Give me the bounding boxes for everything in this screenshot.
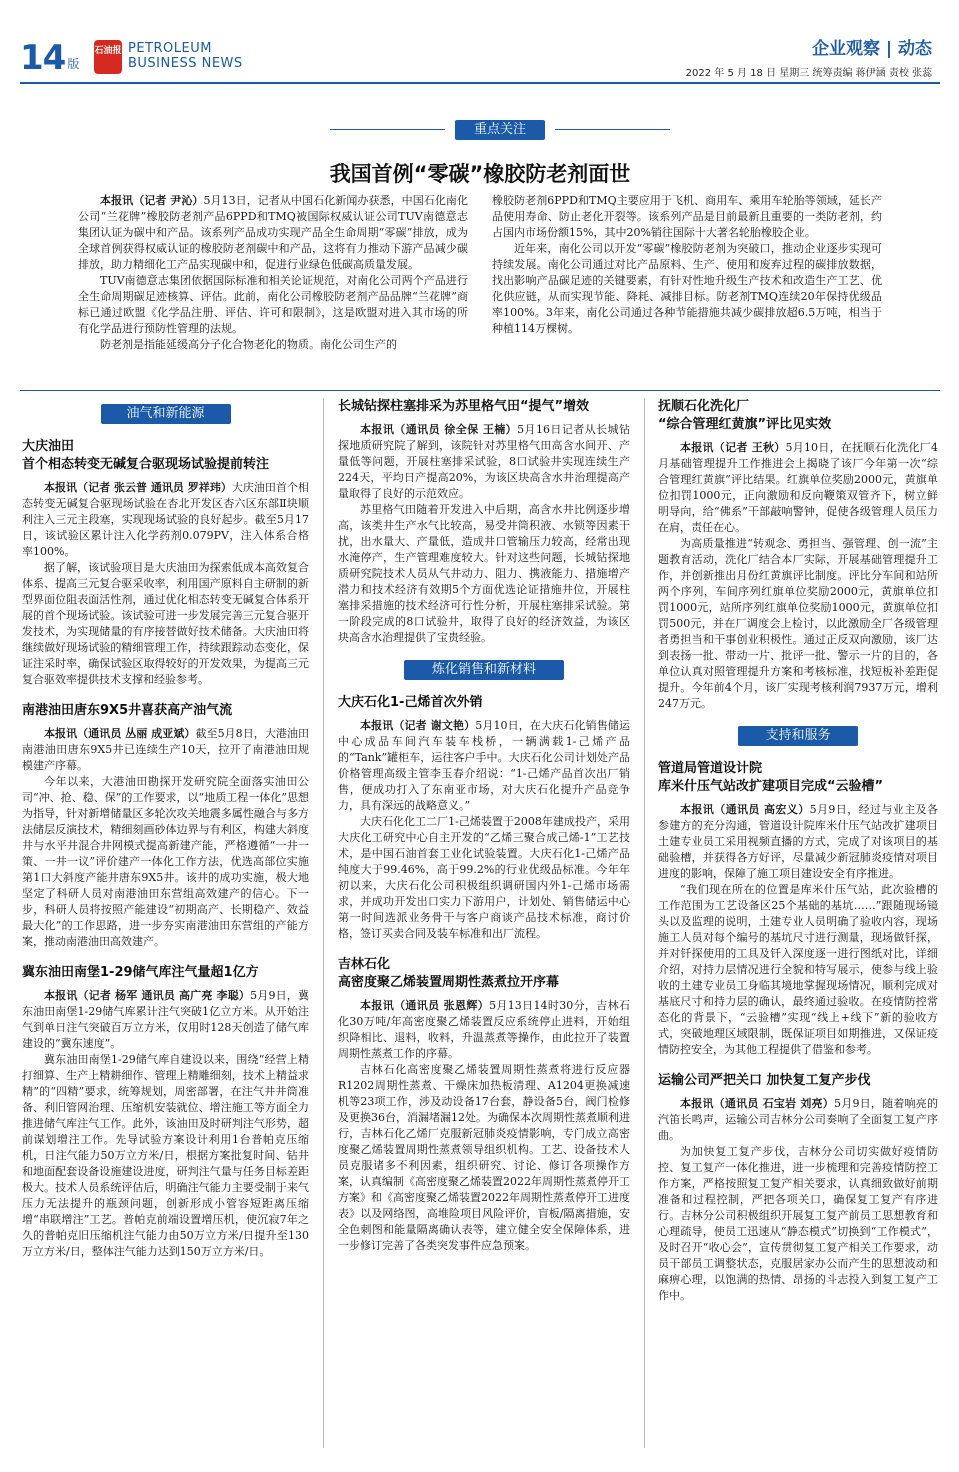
- article-headline: 冀东油田南堡1-29储气库注气量超1亿方: [22, 965, 259, 980]
- paragraph: [658, 802, 938, 882]
- byline: 本报讯（记者 谢文艳）: [360, 719, 476, 732]
- paragraph-text: 5月10日，在大庆石化销售储运中心成品车间汽车装车栈桥，一辆满载1-己烯产品的“Tank”罐柜车，运往客户手中。大庆石化公司计划处产品价格管理高级主管李玉春介绍说：“1-己烯产品首次出厂销售，便成功打入了东南亚市场，对大庆石化提升产品竞争力，具有深远的战略意义。”: [338, 719, 630, 812]
- article: [658, 760, 938, 1058]
- focus-tag-line-right: [555, 129, 670, 130]
- article: [658, 398, 938, 712]
- article-headline: 高密度聚乙烯装置周期性蒸煮拉开序幕: [338, 975, 560, 990]
- lead-headline: 我国首例“零碳”橡胶防老剂面世: [329, 162, 631, 186]
- focus-tag-line-left: [330, 129, 445, 130]
- oil-gas-articles: [22, 438, 309, 1260]
- paragraph: [658, 440, 938, 536]
- paragraph: [22, 480, 309, 560]
- paragraph-text: 防老剂是指能延缓高分子化合物老化的物质。南化公司生产的: [100, 338, 397, 351]
- paragraph-text: 今年以来，大港油田勘探开发研究院全面落实油田公司“冲、抢、稳、保”的工作要求，以“地质工程一体化”思想为指导，针对新增储量区多轮次攻关地震多属性融合与多方法储层反演技术，精细刻画砂体边界与有利区，构建大斜度井与水平井混合井网模式提高新建产能，严格遵循“一井一策、一井一议”评价建产一体化工作方法，优选高部位实施第1口大斜度产能井唐东9X5井。该井的成功实施，极大地坚定了科研人员对南港油田东营组高效建产的信心。下一步，科研人员将按照产能建设“初期高产、长期稳产、效益最大化”的工作思路，进一步夯实南港油田东营组的产能方案，推动南港油田高效建产。: [22, 775, 309, 948]
- column-rule-1: [323, 398, 324, 1448]
- article-headline: 南港油田唐东9X5井喜获高产油气流: [22, 703, 233, 718]
- paragraph: [22, 988, 309, 1052]
- article-org: 抚顺石化洗化厂: [658, 399, 750, 414]
- paragraph-text: 大庆油田首个相态转变无碱复合驱现场试验在杏北开发区杏六区东部Ⅱ块顺利注入三元主段塞，实现现场试验的良好起步。截至5月17日，该试验区累计注入化学药剂0.079PV，注入体系合格率100%。: [22, 481, 309, 558]
- paragraph-text: 为加快复工复产步伐，吉林分公司切实做好疫情防控、复工复产一体化推进，进一步梳理和完善疫情防控工作方案，严格按照复工复产相关要求，认真细致做好前期准备和过程控制，严把各项关口，确保复工复产有序进行。吉林分公司积极组织开展复工复产前员工思想教育和心理疏导，使员工迅速从“静态模式”切换到“工作模式”，及时召开“收心会”，宣传贯彻复工复产相关工作要求，动员干部员工调整状态，克服居家办公而产生的思想波动和麻痹心理，以饱满的热情、昂扬的斗志投入到复工复产工作中。: [658, 1145, 938, 1302]
- byline: 本报讯（通讯员 徐全保 王楠）: [360, 423, 518, 436]
- newspaper-logo: 石油报: [94, 40, 122, 74]
- paragraph-text: 5月13日，记者从中国石化新闻办获悉，中国石化南化公司“兰花牌”橡胶防老剂产品6PPD和TMQ被国际权威认证公司TUV南德意志集团认证为碳中和产品。该系列产品成功实现产品全生命周期“零碳”排放，成为全球首例获得权威认证的橡胶防老剂碳中和产品，这将有力推动下游产品减少碳排放，助力精细化工产品实现碳中和，促进行业绿色低碳高质量发展。: [78, 194, 468, 271]
- lead-column-left: [78, 193, 468, 353]
- paragraph: [78, 273, 468, 337]
- article-org: 管道局管道设计院: [658, 761, 763, 776]
- article: [22, 438, 309, 688]
- pub-name-line2: BUSINESS NEWS: [128, 56, 243, 71]
- paragraph: [338, 422, 630, 502]
- paragraph-text: 5月9日，冀东油田南堡1-29储气库累计注气突破1亿立方米。从开始注气到单日注气突破百万立方米，仅用时128天创造了储气库建设的“冀东速度”。: [22, 989, 309, 1050]
- paragraph-text: 5月13日14时30分，吉林石化30万吨/年高密度聚乙烯装置反应系统停止进料，开始组织降相比、退料，收料，升温蒸煮等操作，由此拉开了装置周期性蒸煮工作的序幕。: [338, 999, 630, 1060]
- article-headline: 库米什压气站改扩建项目完成“云验槽”: [658, 779, 884, 794]
- column-support: [658, 398, 938, 1318]
- paragraph-text: 据了解，该试验项目是大庆油田为探索低成本高效复合体系、提高三元复合驱采收率，利用国产原料自主研制的新型界面位阻表面活性剂，通过优化相态转变无碱复合体系开展的首个现场试验。该试验可进一步发展完善三元复合驱开发技术，为实现储量的有序接替做好技术储备。大庆油田将继续做好现场试验的精细管理工作，持续跟踪动态变化，保证注采时率，确保试验区取得较好的开发效果，为提高三元复合驱效率提供技术支撑和经验参考。: [22, 561, 309, 686]
- article: [338, 956, 630, 1254]
- paragraph-text: TUV南德意志集团依据国际标准和相关论证规范，对南化公司两个产品进行全生命周期碳足迹核算、评估。此前，南化公司橡胶防老剂产品品牌“兰花牌”商标已通过欧盟《化学品注册、评估、许可和限制》，这是欧盟对进入其市场的所有化学品进行预防性管理的法规。: [78, 274, 468, 335]
- paragraph-text: 截至5月8日，大港油田南港油田唐东9X5井已连续生产10天，拉开了南港油田规模建产序幕。: [22, 727, 309, 772]
- byline: 本报讯（通讯员 石宝岩 刘亮）: [680, 1097, 834, 1110]
- paragraph: [78, 193, 468, 273]
- article-headline: “综合管理红黄旗”评比见实效: [658, 417, 832, 432]
- paragraph: [338, 718, 630, 814]
- article-headline: 大庆石化1-己烯首次外销: [338, 695, 483, 710]
- column-refining: [338, 398, 630, 1268]
- byline: 本报讯（通讯员 张恩辉）: [360, 999, 490, 1012]
- paragraph-text: 近年来，南化公司以开发“零碳”橡胶防老剂为突破口，推动企业逐步实现可持续发展。南化公司通过对比产品原料、生产、使用和废弃过程的碳排放数据，找出影响产品碳足迹的关键要素，有针对性地升级生产技术和改造生产工艺、优化供应链，从而实现节能、降耗、减排目标。防老剂TMQ连续20年保持优级品率100%。3年来，南化公司通过各种节能措施共减少碳排放超6.5万吨，相当于种植114万棵树。: [492, 242, 882, 335]
- paragraph-text: 苏里格气田随着开发进入中后期，高含水井比例逐步增高，该类井生产水气比较高，易受井筒积液、水锁等因素干扰，出水量大、产量低，造成井口管输压力较高，经常出现水淹停产，生产管理难度较大。针对这些问题，长城钻探地质研究院技术人员从气井动力、阻力、携液能力、措施增产潜力和技术经济有效期5个方面优选论证措施井位，开展柱塞排采措施的技术经济可行性分析，开展柱塞排采试验。第一阶段完成的8口试验井，取得了良好的经济效益，为该区块高含水治理提供了宝贵经验。: [338, 503, 630, 644]
- paragraph: [338, 814, 630, 942]
- dateline: 2022 年 5 月 18 日 星期三 统筹责编 蒋伊涵 责校 张蕊: [685, 68, 932, 79]
- page-suffix: 版: [67, 57, 80, 71]
- paragraph: [22, 726, 309, 774]
- section-title: 企业观察 | 动态: [811, 39, 932, 59]
- refining-articles: [338, 694, 630, 1254]
- byline: 本报讯（记者 杨军 通讯员 高广亮 李聪）: [44, 989, 251, 1002]
- paragraph: [22, 1052, 309, 1260]
- paragraph-text: 冀东油田南堡1-29储气库自建设以来，围绕“经营上精打细算、生产上精耕细作、管理上精雕细刻，技术上精益求精”的“四精”要求，统筹规划，周密部署，在注气井井筒准备、利旧管网治理、压缩机安装就位、增注施工等方面全力推进储气库注气工作。此外，该油田及时研判注气形势，超前谋划增注工作。先导试验方案设计利用1台普帕克压缩机，日注气能力50万立方米/日，根据方案批复时间、钻井和地面配套设备设施建设进度，研判注气量与任务目标差距极大。技术人员系统评估后，明确注气能力主要受制于来气压力无法提升的瓶颈问题，创新形成小管容短距离压缩增“串联增注”工艺。普帕克前端设置增压机，使沉寂7年之久的普帕克旧压缩机注气能力由50万立方米/日提升至130万立方米/日，整体注气能力达到150万立方米/日。: [22, 1053, 309, 1258]
- support-articles-top: [658, 398, 938, 712]
- byline: 本报讯（通讯员 高宏义）: [680, 803, 810, 816]
- refining-tag: 炼化销售和新材料: [404, 660, 564, 680]
- paragraph-text: “我们现在所在的位置是库米什压气站，此次验槽的工作范围为工艺设备区25个基础的基坑……”跟随现场镜头以及监理的说明，土建专业人员明确了验收内容，现场施工人员对每个编号的基坑尺寸进行测量，现场做钎探，并对钎探使用的工具及钎入深度逐一进行图纸对比，详细介绍，对持力层情况进行全貌和特写展示，使参与线上验收的土建专业员工身临其境地掌握现场情况，顺利完成对基底尺寸和持力层的确认，最终通过验收。在疫情防控常态化的背景下，“云验槽”实现“线上+线下”新的验收方式，突破地理区域限制，既保证项目如期推进，又保证疫情防控安全，为其他工程提供了借鉴和参考。: [658, 883, 938, 1056]
- paragraph: [492, 241, 882, 337]
- paragraph: [338, 1062, 630, 1254]
- paragraph: [492, 193, 882, 241]
- page-number-box: [20, 36, 79, 76]
- paragraph: [78, 337, 468, 353]
- byline: 本报讯（记者 尹沁）: [100, 194, 204, 207]
- article-headline: 运输公司严把关口 加快复工复产步伐: [658, 1073, 871, 1088]
- paragraph-text: 5月16日记者从长城钻探地质研究院了解到，该院针对苏里格气田高含水间开、产量低等问题，开展柱塞排采试验，8口试验井实现连续生产224天，平均日产提高20%，为该区块高含水井治理提高产量取得了良好的示范效应。: [338, 423, 630, 500]
- masthead: [20, 30, 940, 80]
- byline: 本报讯（通讯员 丛丽 成亚斌）: [44, 727, 196, 740]
- paragraph-text: 橡胶防老剂6PPD和TMQ主要应用于飞机、商用车、乘用车轮胎等领域，延长产品使用寿命、防止老化开裂等。该系列产品是目前最新且重要的一类防老剂，约占国内市场份额15%，其中20%销往国际十大著名轮胎橡胶企业。: [492, 194, 882, 239]
- byline: 本报讯（记者 王秋）: [680, 441, 786, 454]
- paragraph-text: 大庆石化化工二厂1-己烯装置于2008年建成投产，采用大庆化工研究中心自主开发的“乙烯三聚合成己烯-1”工艺技术，是中国石油首套工业化试验装置。大庆石化1-己烯产品纯度大于99.46%，高于99.2%的行业优级品标准。今年年初以来，大庆石化公司积极组织调研国内外1-己烯市场需求，并成功开发出口实力下游用户，计划处、销售储运中心第一时间选派业务骨干与客户商谈产品技术标准，商讨价格，签订买卖合同及装车标准和出厂流程。: [338, 815, 630, 940]
- focus-tag: 重点关注: [455, 120, 545, 140]
- paragraph: [338, 998, 630, 1062]
- paragraph: [658, 1144, 938, 1304]
- publication-name: [128, 41, 243, 71]
- article: [338, 398, 630, 646]
- lead-column-right: [492, 193, 882, 337]
- masthead-rule: [20, 82, 940, 84]
- byline: 本报讯（记者 张云普 通讯员 罗祥玮）: [44, 481, 232, 494]
- paragraph: [658, 1096, 938, 1144]
- paragraph: [658, 536, 938, 712]
- paragraph: [22, 560, 309, 688]
- paragraph-text: 5月9日，随着响亮的汽笛长鸣声，运输公司吉林分公司奏响了全面复工复产序曲。: [658, 1097, 938, 1142]
- article-org: 大庆油田: [22, 439, 75, 454]
- paragraph-text: 为高质量推进“转观念、勇担当、强管理、创一流”主题教育活动，洗化厂结合本厂实际，开展基础管理提升工作，并创新推出月份红黄旗评比制度。评比分车间和站所两个序列，车间序列红旗单位奖励2000元，黄旗单位扣罚1000元，站所序列红旗单位奖励1000元，黄旗单位扣罚500元，并在厂调度会上检讨，以此激励全厂各级管理者勇担当和干事创业积极性。通过正反双向激励，该厂达到表扬一批、带动一片、批评一批、警示一片的目的，各单位认真对照管理提升方案和考核标准，找短板补差距促提升。今年前4个月，该厂实现考核利润7937万元，增利247万元。: [658, 537, 938, 710]
- paragraph-text: 5月10日，在抚顺石化洗化厂4月基础管理提升工作推进会上揭晓了该厂今年第一次“综合管理红黄旗”评比结果。红旗单位奖励2000元，黄旗单位扣罚1000元，正向激励和反向鞭策双管齐下，树立鲜明导向，给“佛系”干部敲响警钟，促使各级管理人员压力在肩，责任在心。: [658, 441, 938, 534]
- paragraph: [338, 502, 630, 646]
- pub-name-line1: PETROLEUM: [128, 41, 212, 56]
- article-headline: 长城钻探柱塞排采为苏里格气田“提气”增效: [338, 399, 590, 414]
- article-headline: 首个相态转变无碱复合驱现场试验提前转注: [22, 457, 270, 472]
- page-number: 14: [20, 38, 66, 78]
- article-org: 吉林石化: [338, 957, 391, 972]
- oil-gas-tag: 油气和新能源: [101, 404, 231, 424]
- support-articles: [658, 760, 938, 1304]
- support-tag: 支持和服务: [738, 726, 858, 746]
- paragraph-text: 5月9日，经过与业主及各参建方的充分沟通，管道设计院库米什压气站改扩建项目土建专业员工采用视频直播的方式，完成了对该项目的基础验槽，并获得各方好评，尽量减少新冠肺炎疫情对项目进度的影响，保障了施工项目建设安全有序推进。: [658, 803, 938, 880]
- article: [338, 694, 630, 942]
- article: [22, 964, 309, 1260]
- refining-articles-top: [338, 398, 630, 646]
- column-rule-2: [644, 398, 645, 1448]
- paragraph: [22, 774, 309, 950]
- section-divider: [20, 390, 940, 391]
- paragraph: [658, 882, 938, 1058]
- article: [658, 1072, 938, 1304]
- article: [22, 702, 309, 950]
- paragraph-text: 吉林石化高密度聚乙烯装置周期性蒸煮将进行反应器R1202周期性蒸煮、干燥床加热板清理、A1204更换减速机等23项工作，涉及动设备17台套，静设备5台，阀门检修及更换36台，消漏堵漏12处。为确保本次周期性蒸煮顺利进行，吉林石化乙烯厂克服新冠肺炎疫情影响，专门成立高密度聚乙烯装置周期性蒸煮领导组织机构。工艺、设备技术人员克服诸多不利因素，组织研究、讨论、修订各项操作方案，认真编制《高密度聚乙烯装置2022年周期性蒸煮停开工方案》和《高密度聚乙烯装置2022年周期性蒸煮停开工进度表》以及网络图，高堆险项目风险评价，盲板/隔离措施，安全色刺图和能量隔离确认表等，建立健全安全保障体系，进一步修订完善了各类突发事件应急预案。: [338, 1063, 630, 1252]
- column-oil-gas: [22, 398, 309, 1274]
